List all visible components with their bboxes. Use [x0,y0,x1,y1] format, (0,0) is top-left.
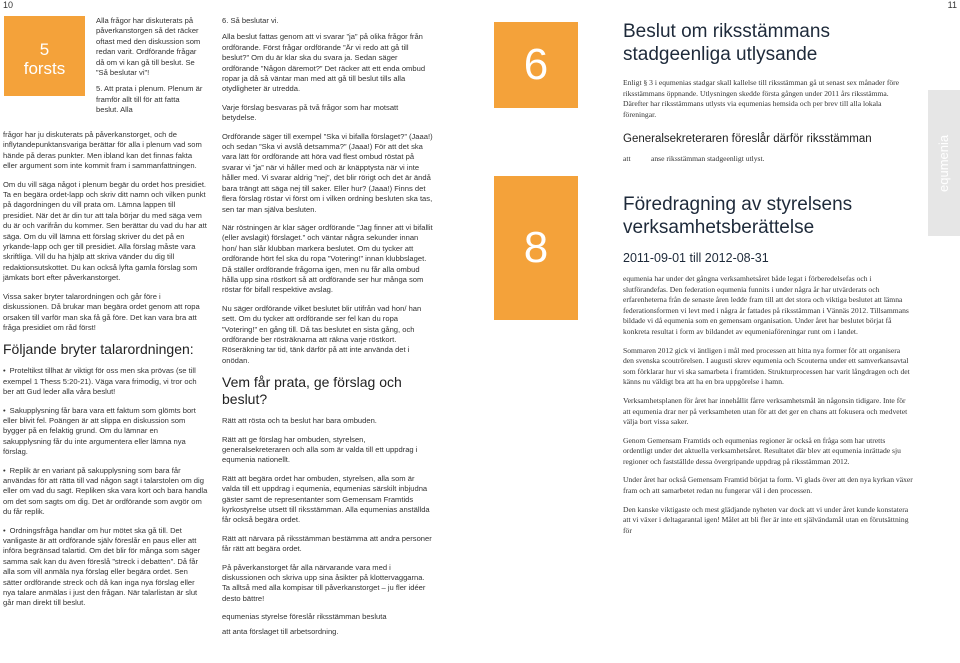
bullet-item: • Sakupplysning får bara vara ett faktum som glömts bort eller blivit fel. Poängen är att slippa en diskussion som bygger på en felaktig grund. Om du lämnar en sakupplysning får du inte argumentera eller lämna nya förslag. [3,406,208,458]
col2-paragraph-10: På påverkanstorget får alla närvarande vara med i diskussionen och skriva upp sina åsikter på klottervaggarna. Ta alltså med alla kompisar till påverkanstorget – ju fler idéer desto bättre! [222,562,426,603]
period: 2011-09-01 till 2012-08-31 [623,250,769,265]
right-column [623,20,913,536]
verksamhet-text [623,274,913,536]
footer-line-1: equmenias styrelse föreslår riksstämman besluta [222,612,387,622]
bullet-item: • Proteltikst tillhat är viktigt för oss men ska prövas (se till exempel 1 Thess 5:20-21). Väga vara frimodig, vi tror och ber att Gud leder alla våra beslut! [3,366,208,397]
col2-paragraph-6: Rätt att rösta och ta beslut har bara ombuden. [222,416,377,426]
att-label: att [623,154,631,164]
verksamhet-paragraph: Den kanske viktigaste och mest glädjande nyheten var dock att vi under året kunde konstatera att vi växer i deltagarantal igen! Målet att bli fler är inte ett självändamål utan en förutsättning för [623,504,909,535]
verksamhet-paragraph: Genom Gemensam Framtids och equmenias regioner är också en fråga som har utretts ordentligt under det aktuella verksamhetsåret. Resultatet där blev att equmenia inrättade sju regioner och fastställde dessa övergripande uppdrag på riksstämman 2012. [623,435,901,466]
bullet-item: • Ordningsfråga handlar om hur mötet ska gå till. Det vanligaste är att ordförande själv föreslår en paus eller att införa begränsad talartid. Om det blir för många som säger samma sak kan du även föreslå ”streck i debatten”. Då får alla som vill anmäla nya förslag eller begära ordet. Sen sätter ordförande streck och då kan inga nya förslag eller nya talare anmälas i just den frågan. När talarlistan är slut går man direkt till beslut. [3,526,208,609]
section-number-box-5 [4,16,85,96]
section-number-box-6: 6 [494,22,578,108]
bullet-item: • Replik är en variant på sakupplysning som bara får användas för att rätta till vad någon sagt i talarstolen om dig eller om vad du sagt. Repliken ska vara kort och bara handla om det som sagts om dig. Det är ordförande som avgör om du får replik. [3,466,208,518]
talarordning-heading: Följande bryter talarordningen: [3,341,194,358]
box-side-paragraph: Alla frågor har diskuterats på påverkanstorgen så det räcker oftast med den diskussion som redan varit. Ordförande frågar då om vi kan gå till beslut. Se ”Så beslutar vi”! [96,16,201,78]
section-label: forsts [23,59,66,78]
verksamhet-paragraph: Verksamhetsplanen för året har innehållit fårre verksamhetsmål än någonsin tidigare. Inte för att equmenia drar ner på verksamheten utan för att det ger en chans att fokusera och medvetet välja bort vissa saker. [623,395,908,427]
section-number-box-8: 8 [494,176,578,320]
verksamhet-paragraph: Under året har också Gemensam Framtid börjat ta form. Vi glads över att den nya kyrkan växer fram och att samarbetet redan nu fungerar väl i den processen. [623,475,913,496]
subheading-6: 6. Så beslutar vi. [222,16,279,25]
col2-paragraph-8: Rätt att begära ordet har ombuden, styrelsen, alla som är valda till ett uppdrag i equmenia, equmenias särskilt inbjudna gäster samt de representanter som Gemensam Framtids kyrkostyrelse utsett till riksstämman. Alla equmenias anställda får också begära ordet. [222,473,430,525]
box-side-text [96,16,204,116]
title-generalsekreterare: Generalsekreteraren föreslår därför riksstämman [623,133,872,146]
footer-line-2: att anta förslaget till arbetsordning. [222,626,339,636]
col2-paragraph-9: Rätt att närvara på riksstämman bestämma att andra personer får rätt att begära ordet. [222,533,432,554]
col2-paragraph-3: Ordförande säger till exempel ”Ska vi bifalla förslaget?” (Jaaa!) och sedan ”Ska vi avslå detsamma?” (Jaaa!) För att det ska vara lätt för ordförande att höra vad flest ombud röstat på svarar vi ”ja” när vi håller med och är knäpptysta när vi inte håller med. Vi svarar aldrig ”nej”, det blir rörigt och det är ändå bara trängt att säga nej till saker. Eller hur? (Jaaa!) Finns det flera förslag röstar vi först om i vilken ordning besluten ska tas, sen tar man själva besluten. [222,131,433,214]
page-number-right: 11 [947,0,957,10]
paragraph-3: Vissa saker bryter talarordningen och går före i diskussionen. Då brukar man begära ordet genom att ropa orsaken till varför man ska få gå före. Det kan vara bra att fråga presidiet om råd först! [3,291,200,332]
col2-paragraph-2: Varje förslag besvaras på två frågor som har motsatt betydelse. [222,102,399,123]
verksamhet-paragraph: equmenia har under det gångna verksamhetsåret både legat i förberedelsefas och i slutförandefas. Den federation equmenia funnits i under några år har utvärderats och erfarenheterna från de senaste åren ledde fram till att det stora och viktiga beslutet att lämna federationsformen vi levt med i några år fattades på riksstämman i Vännäs 2012. Tillsammans bildade vi då equmenia som en gemensam organisation. Under året har beslutet börjat få konkreta resultat i form av bildandet av equmeniaföreningar runt om i landet. [623,273,909,336]
middle-column [222,16,434,637]
section-number: 5 [39,40,50,59]
col2-paragraph-1: Alla beslut fattas genom att vi svarar ”ja” på olika frågor från ordförande. Först frågar ordförande ”Är vi redo att gå till beslut?” Om du är klar ska du svara ja. Sedan säger ordförande ”Någon däremot?” Det räcker att ett enda ombud ropar ja då så väntar man med att gå till beslut tills alla otydligheter är utredda. [222,32,426,94]
intro-paragraph: frågor har ju diskuterats på påverkanstorget, och de inflytandepunktansvariga berättar för alla i plenum vad som hände på deras punkter. Men ibland kan det finnas fakta eller argument som inte kommit fram i sammanfattningen. [3,130,202,171]
utlysande-text: Enligt § 3 i equmenias stadgar skall kallelse till riksstämman gå ut senast sex månader före riksstämmans öppnande. Utlysningen skedde första gången under 2011 års riksstämma. Därefter har riksstämmans utlysts via equmenias hemsida och per brev till alla lokala föreningar. [623,78,900,119]
col2-paragraph-7: Rätt att ge förslag har ombuden, styrelsen, generalsekreteraren och alla som är valda till ett uppdrag i equmenia nationellt. [222,434,418,465]
bullet-list [3,366,208,609]
title-verksamhetsberattelse: Föredragning av styrelsens verksamhetsberättelse [623,193,853,238]
verksamhet-paragraph: Sommaren 2012 gick vi äntligen i mål med processen att hitta nya former för att organisera den svenska scoutrörelsen. I augusti skrev equmenia och Scouterna under ett samverkansavtal som förklarar hur vi ska samarbeta i framtiden. Strukturprocessen har varit långdragen och det känns nu väldigt bra att ha en bra uppgörelse i hamn. [623,345,910,387]
vem-far-prata-heading: Vem får prata, ge förslag och beslut? [222,374,402,408]
col2-paragraph-4: När röstningen är klar säger ordförande ”Jag finner att vi bifallit (eller avslagit) förslaget.” och väntar några sekunder innan hon/ han slår klubban markera beslutet. Om du tycker att ordförande hört fel ska du ropa ”Votering!” innan klubbslaget. Då ställer ordförande frågorna igen, men nu får alla ombud hålla upp sina röstkort så att ordförande ser hur många som röstar för bifall respektive avslag. [222,222,433,295]
equmenia-side-tab: equmenia [928,90,960,236]
att-text: anse riksstämman stadgeenligt utlyst. [651,154,765,164]
box-side-paragraph-2: 5. Att prata i plenum. Plenum är framför allt till för att fatta beslut. Alla [96,84,203,115]
title-utlysande: Beslut om riksstämmans stadgeenliga utlysande [623,21,830,65]
page-number-left: 10 [3,0,14,10]
paragraph-2: Om du vill säga något i plenum begär du ordet hos presidiet. Ta en begära ordet-lapp och skriv ditt namn och vilken punkt på dagordningen du vill prata om. Lämna lappen till presidiet. När det är din tur att tala börjar du med säga vem du är och varifrån du kommer. Sen berättar du vad du har att säga. Om du vill lämna ett förslag skriver du det på en yrkande-lapp och ger till presidiet. Alla förslag måste vara skriftliga. Vill du ha hjälp att skriva vänder du dig till redaktionsutskottet. Du kan också lyfta gamla förslag som jämkats bort efter påverkanstorget. [3,179,207,283]
left-column [3,130,208,617]
col2-paragraph-5: Nu säger ordförande vilket beslutet blir utifrån vad hon/ han sett. Om du tycker att ordförande ser fel kan du ropa ”Votering!” en gång till. Då tas beslutet en sista gång, och ordförande ber rösträknarna att räkna varje röstkort. Röseräkning tar tid, tänk därför på att inte använda det i onödan. [222,303,422,365]
att-row [623,154,913,165]
